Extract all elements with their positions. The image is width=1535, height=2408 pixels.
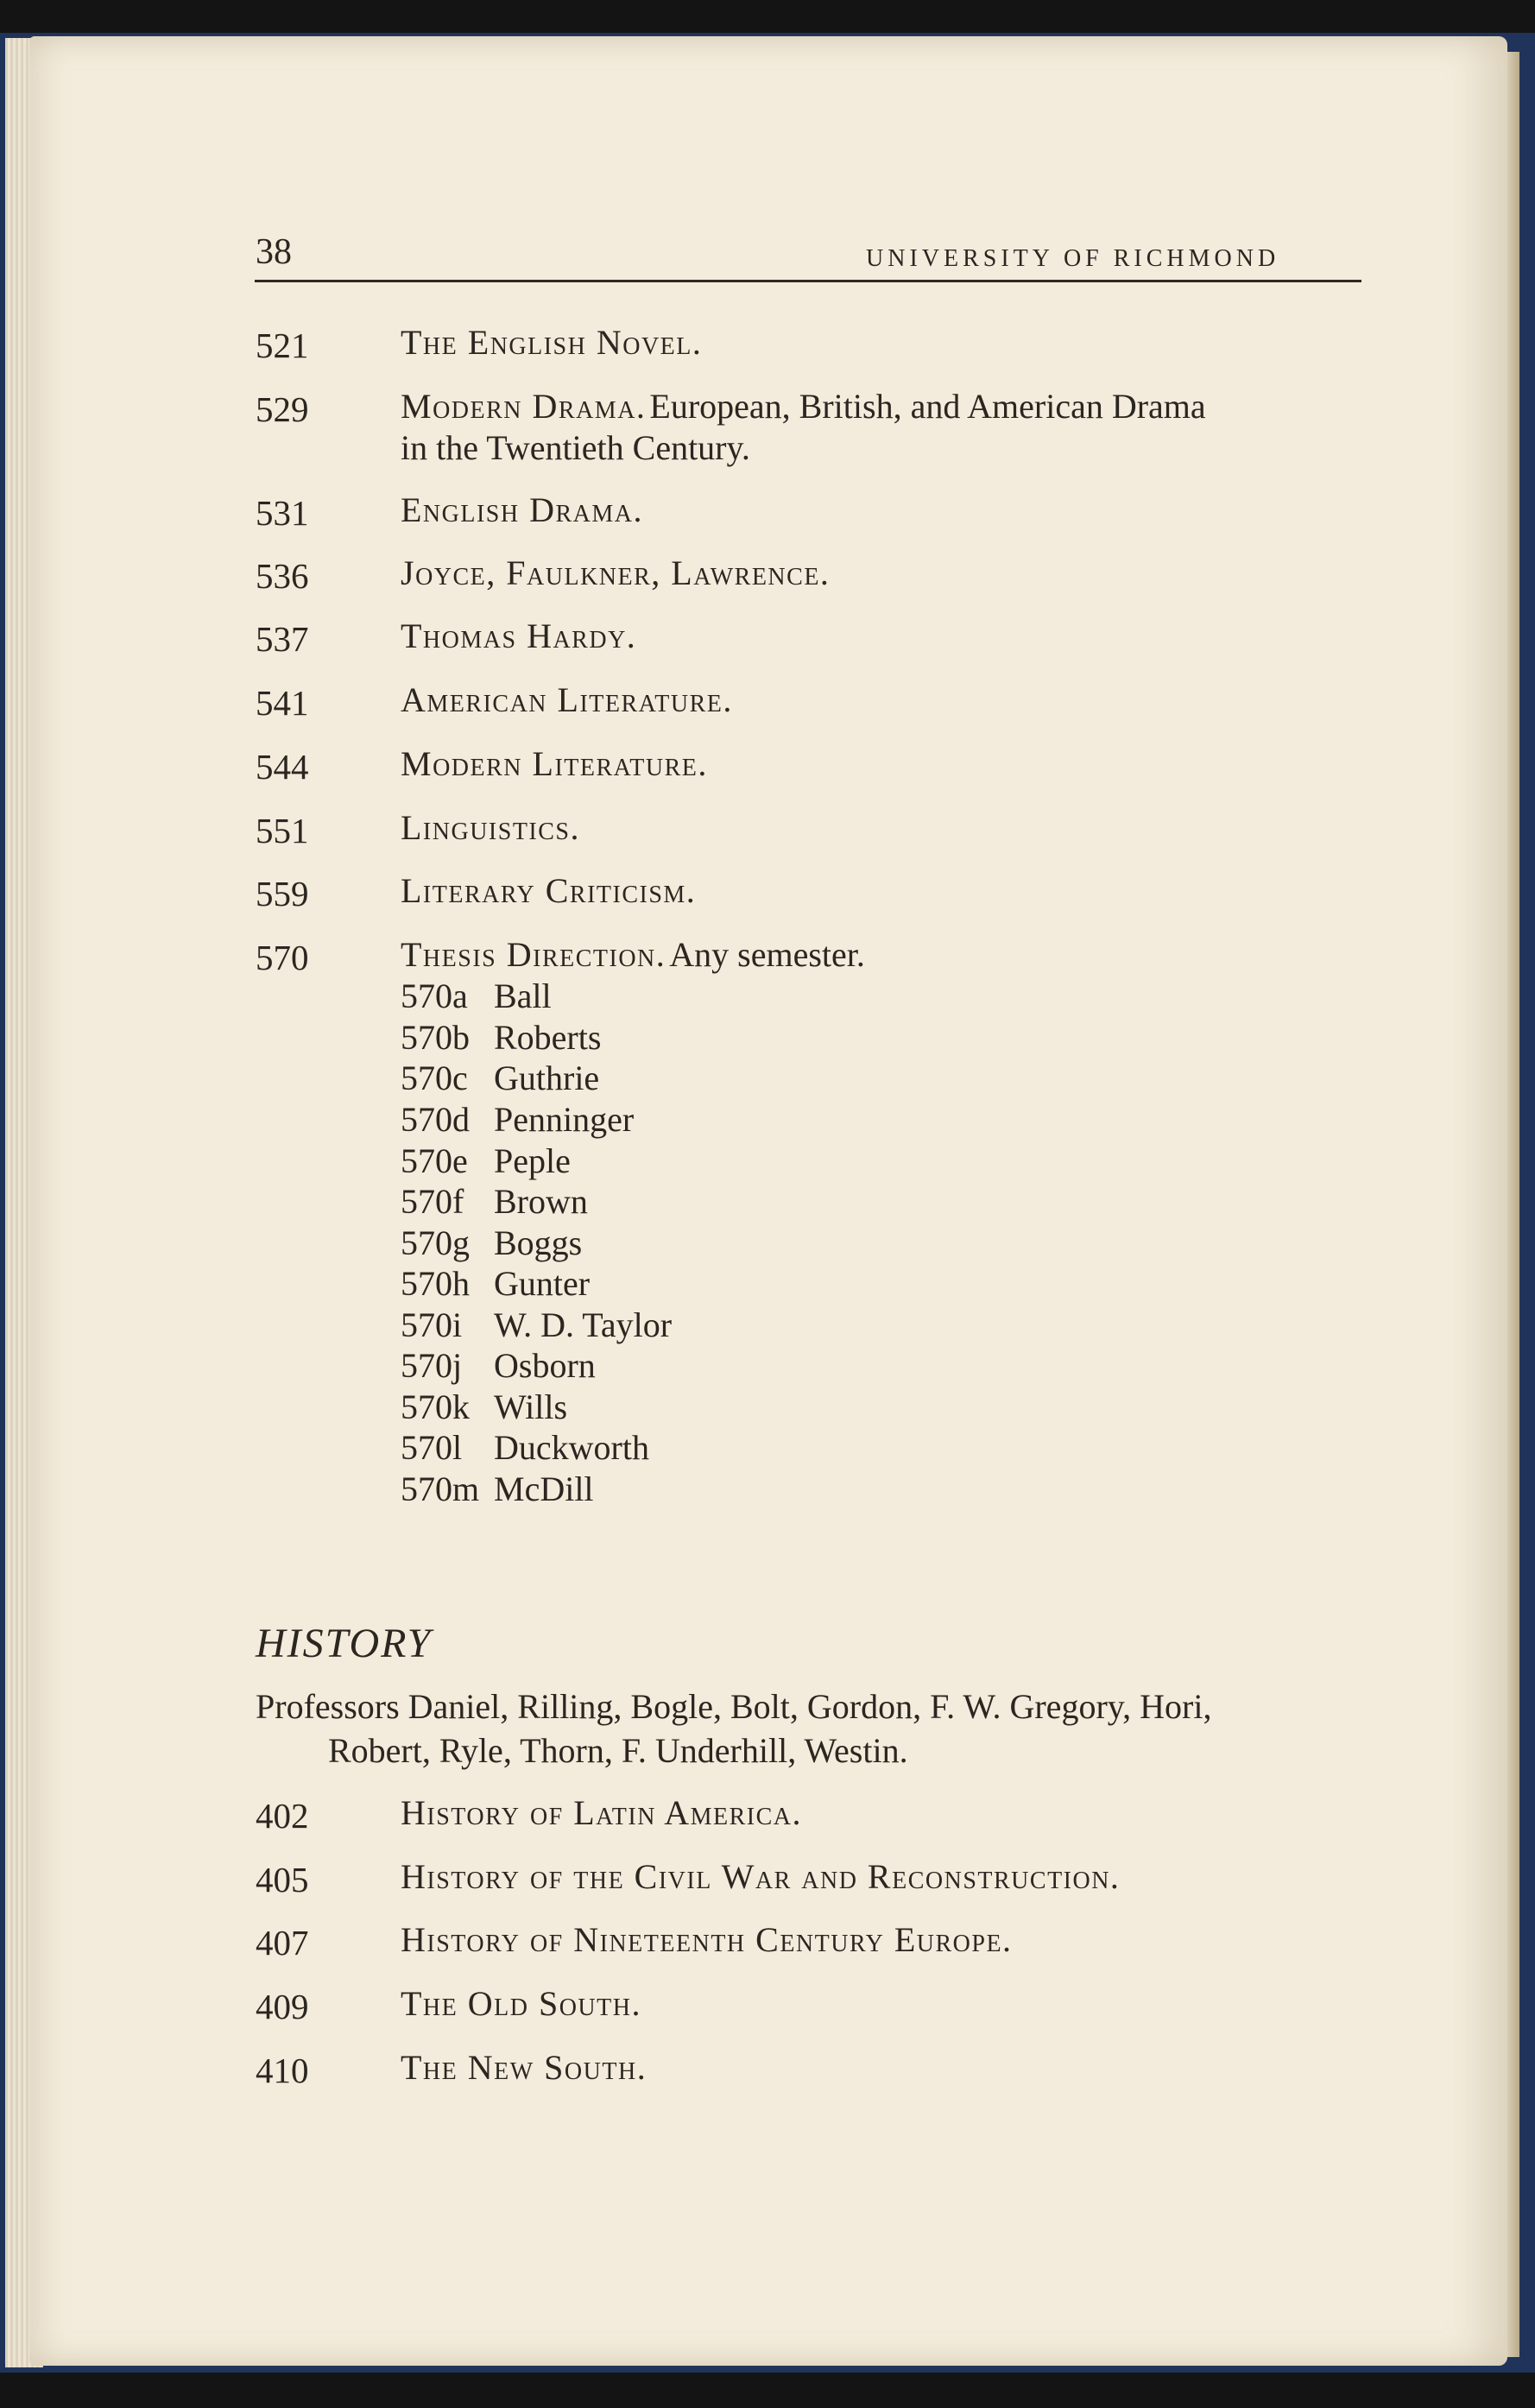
thesis-section: [401, 1427, 649, 1468]
course-number: 410: [256, 2051, 309, 2090]
section-code: 570i: [401, 1305, 463, 1344]
course-title: History of Latin America.: [401, 1793, 803, 1832]
section-instructor: McDill: [494, 1469, 594, 1508]
course-title: The New South.: [401, 2048, 647, 2087]
course-title: Thomas Hardy.: [401, 616, 637, 655]
page-right-edge: [1507, 52, 1519, 2357]
course-number: 541: [256, 683, 309, 723]
professors-list-cont: Robert, Ryle, Thorn, F. Underhill, Westin.: [328, 1731, 908, 1770]
course-number: 570: [256, 938, 309, 977]
section-code: 570f: [401, 1182, 464, 1221]
course-number: 531: [256, 493, 309, 533]
section-instructor: Gunter: [494, 1264, 591, 1303]
thesis-section: [401, 1469, 594, 1509]
section-instructor: Roberts: [494, 1018, 602, 1057]
section-instructor: Penninger: [494, 1100, 635, 1139]
course-number: 521: [256, 325, 309, 365]
thesis-section: [401, 1345, 596, 1386]
thesis-section: [401, 1181, 588, 1222]
thesis-section: [401, 1263, 590, 1304]
course-description: Any semester.: [669, 935, 865, 974]
course-number: 405: [256, 1860, 309, 1899]
course-title: Thesis Direction.: [401, 935, 666, 974]
course-title: Modern Drama.: [401, 387, 647, 426]
course-description-cont: in the Twentieth Century.: [401, 428, 750, 467]
course-number: 407: [256, 1923, 309, 1962]
section-instructor: Brown: [494, 1182, 588, 1221]
section-instructor: Ball: [494, 976, 552, 1015]
thesis-section: [401, 1223, 582, 1263]
section-instructor: Duckworth: [494, 1428, 649, 1467]
course-number: 402: [256, 1796, 309, 1836]
professors-list: Professors Daniel, Rilling, Bogle, Bolt, Gordon, F. W. Gregory, Hori,: [256, 1687, 1212, 1726]
section-code: 570g: [401, 1223, 470, 1262]
page-number: 38: [256, 232, 292, 272]
course-title: Literary Criticism.: [401, 871, 697, 910]
course-title: American Literature.: [401, 680, 733, 719]
course-number: 537: [256, 619, 309, 659]
course-title: Linguistics.: [401, 808, 580, 847]
thesis-section: [401, 1387, 567, 1427]
section-code: 570d: [401, 1100, 470, 1139]
thesis-section: [401, 1099, 634, 1140]
thesis-section: [401, 1305, 672, 1345]
section-code: 570j: [401, 1346, 463, 1385]
section-instructor: Guthrie: [494, 1059, 600, 1097]
section-code: 570e: [401, 1141, 468, 1180]
section-instructor: W. D. Taylor: [494, 1305, 673, 1344]
course-number: 536: [256, 556, 309, 596]
course-title: Joyce, Faulkner, Lawrence.: [401, 553, 831, 592]
course-number: 551: [256, 811, 309, 850]
course-number: 409: [256, 1987, 309, 2026]
course-description: European, British, and American Drama: [649, 387, 1206, 426]
thesis-section: [401, 976, 552, 1016]
running-header: UNIVERSITY OF RICHMOND: [866, 245, 1280, 272]
section-code: 570c: [401, 1059, 468, 1097]
course-title: The Old South.: [401, 1984, 641, 2023]
course-number: 544: [256, 747, 309, 787]
section-code: 570h: [401, 1264, 470, 1303]
section-code: 570a: [401, 976, 468, 1015]
section-instructor: Wills: [494, 1387, 568, 1426]
course-number: 559: [256, 874, 309, 913]
section-code: 570l: [401, 1428, 463, 1467]
section-instructor: Boggs: [494, 1223, 583, 1262]
course-number: 529: [256, 389, 309, 429]
course-title: The English Novel.: [401, 323, 703, 362]
section-code: 570b: [401, 1018, 470, 1057]
course-title: English Drama.: [401, 490, 643, 529]
course-title: History of the Civil War and Reconstruction.: [401, 1857, 1121, 1896]
course-title: Modern Literature.: [401, 744, 708, 783]
thesis-section: [401, 1017, 601, 1058]
section-heading-history: HISTORY: [256, 1621, 433, 1666]
thesis-section: [401, 1141, 571, 1181]
header-rule: [255, 280, 1361, 282]
course-title: History of Nineteenth Century Europe.: [401, 1920, 1013, 1959]
thesis-section: [401, 1058, 599, 1098]
section-instructor: Osborn: [494, 1346, 596, 1385]
section-instructor: Peple: [494, 1141, 571, 1180]
section-code: 570k: [401, 1387, 470, 1426]
section-code: 570m: [401, 1469, 480, 1508]
